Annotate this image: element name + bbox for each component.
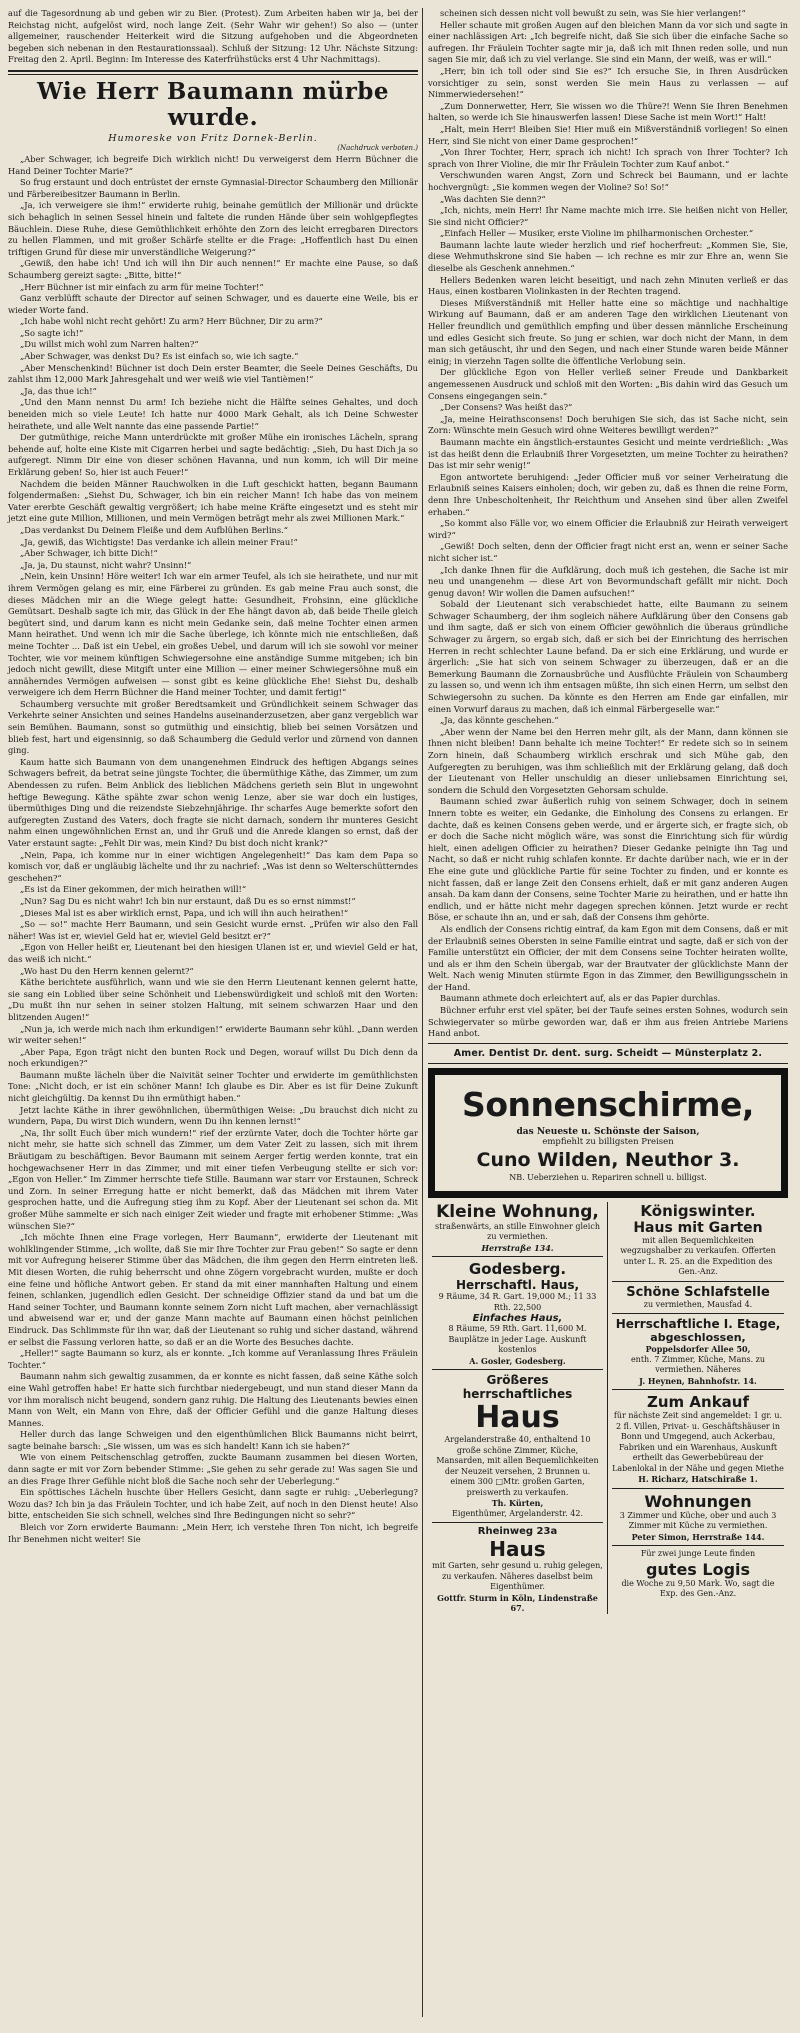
ad-divider [612, 1313, 784, 1314]
story-paragraph: „Nein, kein Unsinn! Höre weiter! Ich war ein armer Teufel, als ich sie heirathete, und nur mit ihrem Vermögen gelang es mir, eine Färberei zu gründen. Es gab meine Frau auch sonst, die dieses Mädchen mir an die Wiege gelegt hatte: Gesundheit, Frohsinn, eine glückliche Gemütsart. Deshalb sagte ich mir, das Glück in der Ehe hängt davon ab, daß beide Theile gleich begütert sind, und darum kann es nicht mein Gedanke sein, daß meine Tochter einen armen Mann heirathet. Und wenn ich mir die Sache überlege, ich könnte mich nie entschließen, daß meine Tochter ... Daß ist ein Uebel, ein großes Uebel, und darum will ich sie sowohl vor meiner Tochter, wie vor meinem künftigen Schwiegersohne eine anständige Summe mitgeben; ich bin jedoch nicht gewillt, diese Mitgift unter eine Million — einer meiner Schwiegersöhne muß ein annäherndes Vermögen aufweisen — sonst gibt es keine glückliche Ehe! Siehst Du, deshalb verweigere ich dem Herrn Büchner die Hand meiner Tochter, und damit fertig!“ [8, 571, 418, 698]
story-paragraph: Ganz verblüfft schaute der Director auf seinen Schwager, und es dauerte eine Weile, bis er wieder Worte fand. [8, 293, 418, 315]
story-paragraph: Baumann lachte laute wieder herzlich und rief hocherfreut: „Kommen Sie, Sie, diese Wehmuthskrone sind Sie haben — ich rechne es mir zur Ehre an, wenn Sie dieselbe als Geschenk annehmen.“ [428, 239, 788, 274]
story-paragraph: „Halt, mein Herr! Bleiben Sie! Hier muß ein Mißverständniß vorliegen! So einen Herr, sind Sie nicht von einer Dame gesprochen!“ [428, 123, 788, 146]
article-author: Humoreske von Fritz Dornek-Berlin. [108, 132, 318, 144]
ad-title: Godesberg. [468, 1260, 567, 1279]
ads-left-column [428, 1202, 608, 1614]
ad-line: empfiehlt zu billigsten Preisen [542, 1136, 674, 1147]
story-paragraph: Baumann athmete doch erleichtert auf, als er das Papier durchlas. [440, 993, 721, 1004]
story-paragraph: „So — so!“ machte Herr Baumann, und sein Gesicht wurde ernst. „Prüfen wir also den Fall näher! Was ist er, wieviel Geld hat er, wieviel Geld besitzt er?“ [8, 919, 418, 941]
ad-subtitle: Herrschaftl. Haus, [455, 1278, 580, 1293]
ad-subtitle: Einfaches Haus, [472, 1313, 563, 1325]
story-paragraph: „Das verdankst Du Deinem Fleiße und dem Aufblühen Berlins.“ [20, 524, 288, 535]
ad-vendor: J. Heynen, Bahnhofstr. 14. [639, 1375, 757, 1386]
column-divider [422, 8, 423, 2017]
ad-title: Rheinweg 23a [477, 1526, 558, 1538]
ad-text: 8 Räume, 59 Rth. Gart. 11,600 M. Bauplätze in jeder Lage. Auskunft kostenlos [448, 1324, 587, 1355]
story-paragraph: „Zum Donnerwetter, Herr, Sie wissen wo die Thüre?! Wenn Sie Ihren Benehmen halten, so werde ich Sie hinauswerfen lassen! Diese Sache ist mein Wort!“ Halt! [428, 100, 788, 123]
top-notice: auf die Tagesordnung ab und geben wir zu Bier. (Protest). Zum Arbeiten haben wir ja, bei der Reichstag nicht, aufgelöst wird, noch lange Zeit. (Sehr Wahr wir gehen!) So also — (unter allgemeiner, rauschender Heiterkeit wird die Sitzung aufgehoben und die Abgeordneten begeben sich nebenan in den Restaurationssaal). Schluß der Sitzung: 12 Uhr. Nächste Sitzung: Freitag den 2. April. Beginn: Im Interesse des Katerfrühstücks erst 4 Uhr Nachmittags). [8, 8, 418, 65]
ad-text: 9 Räume, 34 R. Gart. 19,000 M.; 11 33 Rth. 22,500 [438, 1292, 597, 1312]
ad-divider [612, 1389, 784, 1390]
story-paragraph: „Der Consens? Was heißt das?“ [440, 402, 573, 413]
story-paragraph: „Ja, das könnte geschehen.“ [440, 715, 559, 726]
ad-line: das Neueste u. Schönste der Saison, [516, 1126, 700, 1137]
story-paragraph: Schaumberg versuchte mit großer Beredtsamkeit und Gründlichkeit seinem Schwager das Verkehrte seiner Ansichten und seines Handelns auseinanderzusetzen, aber ganz vergeblich war sein Bemühen. Baumann, sonst so gutmüthig und einsichtig, blieb bei seinen Vorsätzen und blieb fest, hart und eigensinnig, so daß Schaumberg die Geduld verlor und zürnend von dannen ging. [8, 698, 418, 756]
story-paragraph: „Aber Papa, Egon trägt nicht den bunten Rock und Degen, worauf willst Du Dich denn da noch erkundigen?“ [8, 1046, 418, 1069]
ad-text: mit Garten, sehr gesund u. ruhig gelegen, zu verkaufen. Näheres daselbst beim Eigenthümer. [432, 1561, 603, 1592]
story-paragraph: Heller durch das lange Schweigen und den eigenthümlichen Blick Baumanns nicht beirrt, sagte beinahe barsch: „Sie wissen, um was es sich handelt! Kann ich sie haben?“ [8, 1429, 418, 1451]
ad-big-word: Haus [475, 1400, 560, 1436]
ad-text: mit allen Bequemlichkeiten wegzugshalber zu verkaufen. Offerten unter L. R. 25. an die Expedition des Gen.-Anz. [620, 1235, 776, 1277]
story-paragraph: „Ich, nichts, mein Herr! Ihr Name machte mich irre. Sie heißen nicht von Heller, Sie sind nicht Officier?“ [428, 205, 788, 227]
story-paragraph: Verschwunden waren Angst, Zorn und Schreck bei Baumann, und er lachte hochvergnügt: „Sie kommen wegen der Violine? So! So!“ [428, 170, 788, 192]
story-paragraph: Jetzt lachte Käthe in ihrer gewöhnlichen, übermüthigen Weise: „Du brauchst dich nicht zu wundern, Papa, Du wirst Dich wundern, wenn Du ihn kennen lernst!“ [8, 1104, 418, 1127]
ad-title: Größeres herrschaftliches [462, 1373, 573, 1402]
right-column [428, 8, 788, 1614]
dentist-ad: Amer. Dentist Dr. dent. surg. Scheidt — Münsterplatz 2. [453, 1047, 763, 1059]
story-paragraph: „Ja, ja, Du staunst, nicht wahr? Unsinn!“ [20, 559, 192, 570]
story-paragraph: „Ja, ich verweigere sie ihm!“ erwiderte ruhig, beinahe gemütlich der Millionär und drückte sich behaglich in seinen Sessel hinein und faltete die runden Hände über sein wohlgepflegtes Bäuchlein. Diese Ruhe, diese Gemüthlichkeit erhöhte den Zorn des leicht erregbaren Directors zu hellen Flammen, und mit großer Schärfe stellte er die Frage: „Hoffentlich hast Du einen triftigen Grund für diese mir unverständliche Weigerung?“ [8, 200, 418, 257]
ad-big-word: Haus [489, 1537, 546, 1562]
classified-ads [428, 1202, 788, 1614]
story-paragraph: Der gutmüthige, reiche Mann unterdrückte mit großer Mühe ein ironisches Lächeln, sprang behende auf, holte eine Kiste mit Cigarren herbei und sagte bedächtig: „Sieh, Du hast Dich ja so aufgeregt. Nimm Dir eine von dieser schönen Havanna, und nun komm, ich will Dir meine Erklärung geben! So, hier ist auch Feuer!“ [8, 432, 418, 477]
story-paragraph: „Nun? Sag Du es nicht wahr! Ich bin nur erstaunt, daß Du es so ernst nimmst!“ [20, 895, 356, 906]
story-paragraph: „Ja, meine Heirathsconsens! Doch beruhigen Sie sich, das ist Sache nicht, sein Zorn: Wünschte mein Gesuch wird ohne Weiteres bewilligt werden?“ [428, 413, 788, 436]
story-paragraph: Baumann machte ein ängstlich-erstauntes Gesicht und meinte verdrießlich: „Was ist das heißt denn die Erlaubniß Ihrer Vorgesetzten, um meine Tochter zu heirathen? Das ist mir sehr wenig!“ [428, 436, 788, 471]
story-paragraph: „Ja, gewiß, das Wichtigste! Das verdanke ich allein meiner Frau!“ [20, 536, 298, 547]
story-paragraph: „Ich habe wohl nicht recht gehört! Zu arm? Herr Büchner, Dir zu arm?“ [20, 316, 323, 327]
ad-note: NB. Ueberziehen u. Repariren schnell u. billigst. [509, 1172, 707, 1182]
ads-right-column [608, 1202, 788, 1614]
ad-subtitle: abgeschlossen, [650, 1331, 746, 1345]
ad-text: enth. 7 Zimmer, Küche, Mans. zu vermiethen. Näheres [630, 1354, 766, 1375]
left-column [8, 8, 418, 1545]
ad-vendor: Th. Kürten, [491, 1498, 544, 1509]
ad-text: für nächste Zeit sind angemeldet: 1 gr. u. 2 fl. Villen, Privat- u. Geschäftshäuser in Bonn und Umgegend, auch Ackerbau, Fabriken und ein Warenhaus, Auskunft ertheilt das Gewerbebüreau der Labenlokal in der Nähe und gegen Miethe [612, 1411, 784, 1473]
ad-text: die Woche zu 9,50 Mark. Wo, sagt die Exp. des Gen.-Anz. [621, 1578, 775, 1599]
ad-divider [432, 1522, 603, 1523]
story-paragraph: „So kommt also Fälle vor, wo einem Officier die Erlaubniß zur Heirath verweigert wird?“ [428, 518, 788, 540]
ad-title: Schöne Schlafstelle [626, 1284, 770, 1300]
story-paragraph: „Egon von Heller heißt er, Lieutenant bei den hiesigen Ulanen ist er, und wieviel Geld er hat, das weiß ich nicht.“ [8, 942, 418, 964]
story-paragraph: Der glückliche Egon von Heller verließ seiner Freude und Dankbarkeit angemessenen Ausdruck und schloß mit den Worten: „Bis dahin wird das Gesuch um Consens eingegangen sein.“ [428, 367, 788, 401]
story-paragraph: „Gewiß, den habe ich! Und ich will ihn Dir auch nennen!“ Er machte eine Pause, so daß Schaumberg gereizt sagte: „Bitte, bitte!“ [8, 258, 418, 280]
ad-text: Argelanderstraße 40, enthaltend 10 große schöne Zimmer, Küche, Mansarden, mit allen Bequemlichkeiten der Neuzeit versehen, 2 Brunnen u. einem 300 □Mtr. großen Garten, preiswerth zu verkaufen. [436, 1435, 599, 1497]
story-paragraph: „So sagte ich!“ [20, 327, 84, 338]
story-paragraph: „Wo hast Du den Herrn kennen gelernt?“ [20, 965, 194, 976]
ad-title: Zum Ankauf [647, 1393, 749, 1412]
ad-address: Eigenthümer, Argelanderstr. 42. [452, 1508, 583, 1518]
story-paragraph: Heller schaute mit großen Augen auf den bleichen Mann da vor sich und sagte in einer nachlässigen Art: „Ich begreife nicht, daß Sie sich über die einfache Sache so aufregen. Ihr Fräulein Tochter sagte mir ja, daß ich mit Ihnen reden solle, und nun sagen Sie mir, daß ich zu viel verlange. Sie sind ein Mann, der weiß, was er will.“ [428, 19, 788, 65]
ad-text: straßenwärts, an stille Einwohner gleich zu vermiethen. [435, 1221, 600, 1242]
ad-vendor: H. Richarz, Hatschiraße 1. [638, 1474, 758, 1485]
story-paragraph: So frug erstaunt und doch entrüstet der ernste Gymnasial-Director Schaumberg den Millionär und Färbereibesitzer Baumann in Berlin. [8, 177, 418, 199]
story-paragraph: Büchner erfuhr erst viel später, bei der Taufe seines ersten Sohnes, wodurch sein Schwiegervater so mürbe geworden war, daß er ihm aus freien Antriebe Mariens Hand anbot. [428, 1005, 788, 1039]
story-paragraph: „Nun ja, ich werde mich nach ihm erkundigen!“ erwiderte Baumann sehr kühl. „Dann werden wir weiter sehen!“ [8, 1023, 418, 1046]
story-paragraph: „Herr, bin ich toll oder sind Sie es?“ Ich ersuche Sie, in Ihren Ausdrücken vorsichtiger zu sein, sonst werden Sie mein Haus zu verlassen — auf Nimmerwiedersehen!“ [428, 65, 788, 100]
ad-title: Kleine Wohnung, [436, 1201, 599, 1222]
story-paragraph: Wie von einem Peitschenschlag getroffen, zuckte Baumann zusammen bei diesen Worten, dann sagte er mit vor Zorn bebender Stimme: „Sie gehen zu sehr gerade zu! Was sagen Sie und an dies Frage Ihrer Gefühle nicht bloß die Sache noch sehr der Ueberlegung.“ [8, 1452, 418, 1486]
ad-divider [432, 1256, 603, 1257]
story-paragraph: „Nein, Papa, ich komme nur in einer wichtigen Angelegenheit!“ Das kam dem Papa so komisch vor, daß er ungläubig lächelte und ihr zu nachrief: „Was ist denn so Welterschütterndes geschehen?“ [8, 849, 418, 883]
story-paragraph: scheinen sich dessen nicht voll bewußt zu sein, was Sie hier verlangen!“ [440, 8, 746, 18]
sonnenschirme-ad [428, 1068, 788, 1198]
ad-subtitle: Haus mit Garten [633, 1219, 763, 1236]
story-paragraph: „Einfach Heller — Musiker, erste Violine im philharmonischen Orchester.“ [440, 228, 754, 239]
story-paragraph: „Ja, das thue ich!“ [20, 385, 97, 396]
story-paragraph: Sobald der Lieutenant sich verabschiedet hatte, eilte Baumann zu seinem Schwager Schaumberg, der ihm sogleich nähere Aufklärung über den Consens gab und ihm sagte, daß er sich von einem Officier gewöhnlich die überaus gründliche Schwager zu ärgern, so ergab sich, daß er sich bei der Einrichtung des herrischen Herren in recht schlechter Laune befand. Da er sich eine Erklärung, und wurde er ärgerlich: „Sie hat sich von seinem Schwager zu überzeugen, daß er an die Bemerkung Baumann die Zornausbrüche und Ausflüchte Fräulein von Schaumberg zu lassen so, und wenn ich ihm entsagen müßte, ihn sich einen Herrn, um selbst den Schwiegersohn zu suchen. Da könnte es den Herren am Ende gar einfallen, mir einen Vorwurf daraus zu machen, daß ich einmal Färbergeselle war.“ [428, 599, 788, 714]
story-paragraph: „Na, Ihr sollt Euch über mich wundern!“ rief der erzürnte Vater, doch die Tochter hörte gar nicht mehr, sie hatte sich schnell das Zimmer, um dem Vater Zeit zu lassen, sich mit ihrem Bräutigam zu beschäftigen. Bevor Baumann mit seinem Aerger fertig werden konnte, trat ein hochgewachsener Herr in das Zimmer, und mit einer tiefen Verbeugung stellte er sich vor: „Egon von Heller.“ Im Zimmer herrschte tiefe Stille. Baumann war starr vor Erstaunen, Schreck und Zorn. In seiner Erregung hatte er nicht bemerkt, daß das Mädchen mit ihrem Vater gesprochen hatte, und die Aufregung stieg ihm zu Kopf. Aber der Lieutenant sei schon da. Mit großer Mühe sammelte er sich nach einiger Zeit wieder und fragte mit erhobener Stimme: „Was wünschen Sie?“ [8, 1127, 418, 1231]
story-paragraph: Kaum hatte sich Baumann von dem unangenehmen Eindruck des heftigen Abgangs seines Schwagers befreit, da betrat seine jüngste Tochter, die übermüthige Käthe, das Zimmer, um zum Abendessen zu rufen. Beim Anblick des lieblichen Mädchens gerieth sein Blut in ungewohnt heftige Bewegung. Käthe spähte zwar schon wenig Lenze, aber sie war doch ein lustiges, übermüthiges Ding und die reizendste Siebzehnjährige. Ihr scharfes Auge bemerkte sofort den aufgeregten Zustand des Vaters, doch fragte sie nicht darnach, sondern ihr munteres Gesicht nahm einen ungewöhnlichen Ernst an, und ihr Gruß und die Anrede klangen so ernst, daß der Vater erstaunt sagte: „Fehlt Dir was, mein Kind? Du bist doch nicht krank?“ [8, 756, 418, 848]
ad-title: Herrschaftliche I. Etage, [615, 1317, 781, 1332]
story-paragraph: Ein spöttisches Lächeln huschte über Hellers Gesicht, dann sagte er ruhig: „Ueberlegung? Wozu das? Ich bin ja das Fräulein Tochter, und ich habe Zeit, auf noch in den Dienst heute! Also bitte, entscheiden Sie sich schnell, welches sind Ihre Bedingungen nicht so sehr?“ [8, 1487, 418, 1521]
ad-text: zu vermiethen, Mausfad 4. [643, 1299, 753, 1309]
ad-vendor: Peter Simon, Herrstraße 144. [631, 1531, 765, 1542]
story-paragraph: „Herr Büchner ist mir einfach zu arm für meine Tochter!“ [20, 281, 264, 292]
ad-text: Für zwei junge Leute finden [640, 1549, 756, 1559]
ad-address: Poppelsdorfer Allee 50, [645, 1344, 751, 1355]
story-paragraph: Käthe berichtete ausführlich, wann und wie sie den Herrn Lieutenant kennen gelernt hatte, sie sang ein Loblied über seine Schönheit und Liebenswürdigkeit und schloß mit den Worten: „Du mußt ihn nur sehen in seiner stolzen Haltung, mit seinem schwarzen Haar und den blitzenden Augen!“ [8, 977, 418, 1022]
story-paragraph: „Was dachten Sie denn?“ [440, 193, 546, 204]
story-paragraph: Egon antwortete beruhigend: „Jeder Officier muß vor seiner Verheiratung die Erlaubniß seines Kaisers einholen; doch, wir geben zu, daß es Ihnen die reine Form, denn Ihre Unbescholtenheit, Ihr Reichthum und Ansehen sind über allen Zweifel erhaben.“ [428, 471, 788, 517]
ad-divider [612, 1545, 784, 1546]
ad-title: Sonnenschirme, [462, 1084, 754, 1124]
story-paragraph: „Aber Schwager, was denkst Du? Es ist einfach so, wie ich sagte.“ [20, 351, 299, 362]
story-paragraph: „Ich möchte Ihnen eine Frage vorlegen, Herr Baumann“, erwiderte der Lieutenant mit wohlklingender Stimme, „ich wollte, daß Sie mir Ihre Tochter zur Frau geben!“ So sagte er denn mit vor Aufregung heiserer Stimme über das Mädchen, die ihm gegen den Herrn eintreten ließ. Mit diesen Worten, die ruhig beherrscht und ohne Zögern vorgebracht wurden, mußte er doch eine feine und höfliche Antwort geben. Er stand da mit einer mannhaften Haltung und einem feinen, schlanken, jugendlich edlen Gesicht. Der schneidige Offizier stand da und bat um die Hand seiner Tochter, und Baumann konnte seinem Zorn nicht Luft machen, aber vernachlässigt und abweisend war er, und der ganze Mann machte auf Baumann einen höchst peinlichen Eindruck. Das Schlimmste für ihn war, daß der Lieutenant so ruhig und sicher dastand, während er selbst die Fassung verloren hatte, so daß er an die Worte des Besuches dachte. [8, 1232, 418, 1347]
story-paragraph: „Aber Schwager, ich begreife Dich wirklich nicht! Du verweigerst dem Herrn Büchner die Hand Deiner Tochter Marie?“ [8, 153, 418, 176]
reprint-note: (Nachdruck verboten.) [337, 143, 418, 152]
section-divider [428, 1063, 788, 1064]
ad-vendor: Cuno Wilden, Neuthor 3. [476, 1148, 740, 1171]
section-divider [428, 1043, 788, 1044]
ad-vendor: Gottfr. Sturm in Köln, Lindenstraße 67. [437, 1592, 598, 1614]
story-paragraph: „Und den Mann nennst Du arm! Ich beziehe nicht die Hälfte seines Gehaltes, und doch beneiden mich so viele Leute! Ich hatte nur 4000 Mark Gehalt, als ich Deine Schwester heirathete, und alle Welt nannte das eine passende Partie!“ [8, 397, 418, 431]
story-paragraph: Nachdem die beiden Männer Rauchwolken in die Luft geschickt hatten, begann Baumann folgendermaßen: „Siehst Du, Schwager, ich bin ein reicher Mann! Ich habe das von meinem Vater ererbte Geschäft gewaltig vergrößert; ich habe meine Kräfte eingesetzt und es steht mir jetzt eine gute Million, Millionen, und mein Vermögen beträgt mehr als zwei Millionen Mark.“ [8, 478, 418, 524]
article-headline: Wie Herr Baumann mürbe wurde. [36, 77, 390, 131]
ad-divider [432, 1369, 603, 1370]
story-text-left [8, 154, 418, 1545]
story-paragraph: Als endlich der Consens richtig eintraf, da kam Egon mit dem Consens, daß er mit der Erlaubniß seines Obersten in seine Familie eintrat und sagte, daß er sich von der Familie unterstützt ein Officier, der mit dem Consens seine Tochter heiraten wollte, und als er ihm den Schein übergab, war der Brautvater der glücklichste Mann der Welt. Nach wenig Minuten stürmte Egon in das Zimmer, den Bewilligungsschein in der Hand. [428, 923, 788, 992]
story-paragraph: Dieses Mißverständniß mit Heller hatte eine so mächtige und nachhaltige Wirkung auf Baumann, daß er am anderen Tage den wirklichen Lieutenant von Heller freundlich und gemüthlich empfing und über dessen männliche Erscheinung und edles Gesicht sich freute. So jung er schien, war doch nicht der Mann, in dem man sich getäuscht, ihr und den Segen, und nach einer Stunde waren beide Männer einig; in vierzehn Tagen sollte die öffentliche Verlobung sein. [428, 297, 788, 366]
section-divider [8, 70, 418, 75]
ad-divider [612, 1281, 784, 1282]
story-paragraph: „Aber Menschenkind! Büchner ist doch Dein erster Beamter, die Seele Deines Geschäfts, Du zahlst ihm 12,000 Mark Jahresgehalt und wer weiß wie viel Tantièmen!“ [8, 362, 418, 385]
story-paragraph: „Von Ihrer Tochter, Herr, sprach ich nicht! Ich sprach von Ihrer Tochter? Ich sprach von Ihrer Violine, die mir Ihr Fräulein Tochter zum Kauf anbot.“ [428, 147, 788, 169]
story-paragraph: Hellers Bedenken waren leicht beseitigt, und nach zehn Minuten verließ er das Haus, einen kostbaren Violinkasten in der Rechten tragend. [428, 274, 788, 297]
story-paragraph: „Aber wenn der Name bei den Herren mehr gilt, als der Mann, dann können sie Ihnen nicht bleiben! Dann behalte ich meine Tochter!“ Er redete sich so in seinem Zorn hinein, daß Schaumberg wirklich erschrak und sich Mühe gab, den Aufgeregten zu beruhigen, was ihm schließlich mit der Erklärung gelang, daß doch der Lieutenant von Heller unschuldig an dieser unliebsamen Einrichtung sei, sondern die Schuld den Vorgesetzten Gehorsam schulde. [428, 726, 788, 795]
ad-address: Herrstraße 134. [481, 1242, 554, 1253]
story-paragraph: Bleich vor Zorn erwiderte Baumann: „Mein Herr, ich verstehe Ihren Ton nicht, ich begreife Ihr Benehmen nicht weiter! Sie [8, 1522, 418, 1544]
story-paragraph: „Heller!“ sagte Baumann so kurz, als er konnte. „Ich komme auf Veranlassung Ihres Fräulein Tochter.“ [8, 1348, 418, 1370]
story-paragraph: „Gewiß! Doch selten, denn der Officier fragt nicht erst an, wenn er seiner Sache nicht sicher ist.“ [428, 541, 788, 563]
story-paragraph: „Ich danke Ihnen für die Aufklärung, doch muß ich gestehen, die Sache ist mir neu und unangenehm — diese Art von Bevormundschaft gefällt mir nicht. Doch genug davon! Wir wollen die Damen aufsuchen!“ [428, 564, 788, 598]
ad-text: 3 Zimmer und Küche, ober und auch 3 Zimmer mit Küche zu vermiethen. [619, 1510, 777, 1531]
story-text-right [428, 8, 788, 1040]
story-paragraph: „Es ist da Einer gekommen, der mich heirathen will!“ [20, 884, 247, 895]
newspaper-page [8, 8, 792, 2017]
story-paragraph: „Dieses Mal ist es aber wirklich ernst, Papa, und ich will ihn auch heirathen!“ [20, 907, 349, 918]
story-paragraph: Baumann nahm sich gewaltig zusammen, da er konnte es nicht fassen, daß seine Käthe solch eine Wahl getroffen habe! Er hatte sich furchtbar niedergebeugt, und nun stand dieser Mann da vor ihm moralisch nicht beugend, sondern ganz ruhig. Die Haltung des Lieutenants bewies einen Mann von Welt, ein Mann von Ehre, daß der Officier Gefühl und die ganze Haltung dieses Mannes. [8, 1371, 418, 1428]
ad-divider [612, 1488, 784, 1489]
story-paragraph: „Aber Schwager, ich bitte Dich!“ [20, 548, 158, 559]
ad-title: gutes Logis [645, 1559, 751, 1579]
story-paragraph: Baumann schied zwar äußerlich ruhig von seinem Schwager, doch in seinem Innern tobte es weiter, ein Gedanke, die Einholung des Consens zu erlangen. Er dachte, daß es keinen Consens geben werde, und er ärgerte sich, er fragte sich, ob er doch die Sache nicht möglich wäre, was sonst die Einrichtung sich für würdig hielt, einen adeligen Officier zu heirathen? Dieser Gedanke peinigte ihn Tag und Nacht, so daß er nicht ruhig schlafen konnte. Er dachte darüber nach, wie er in der Ehe eine gute und glückliche Partie für seine Tochter zu finden, und er konnte es nicht fassen, daß er lange Zeit den Consens erhielt, daß er mit ganz anderen Augen ansah. Da kam dann der Consens, seine Tochter Marie zu heirathen, und er hatte ihn endlich, und er hätte nicht mehr dagegen sprechen können. Jetzt wurde er recht Böse, er schaute ihn an, und er sah, daß der Consens ihm gehörte. [428, 796, 788, 923]
ad-title: Königswinter. [640, 1201, 756, 1220]
story-paragraph: „Du willst mich wohl zum Narren halten?“ [20, 339, 199, 350]
ad-title: Wohnungen [644, 1491, 752, 1511]
story-paragraph: Baumann mußte lächeln über die Naivität seiner Tochter und erwiderte im gemüthlichsten Tone: „Nicht doch, er ist ein schöner Mann! Ich glaube es Dir. Aber es ist für Deine Zukunft nicht gleichgültig. Da kennst Du ihn ermüthigt haben.“ [8, 1069, 418, 1104]
ad-vendor: A. Gosler, Godesberg. [469, 1355, 566, 1366]
